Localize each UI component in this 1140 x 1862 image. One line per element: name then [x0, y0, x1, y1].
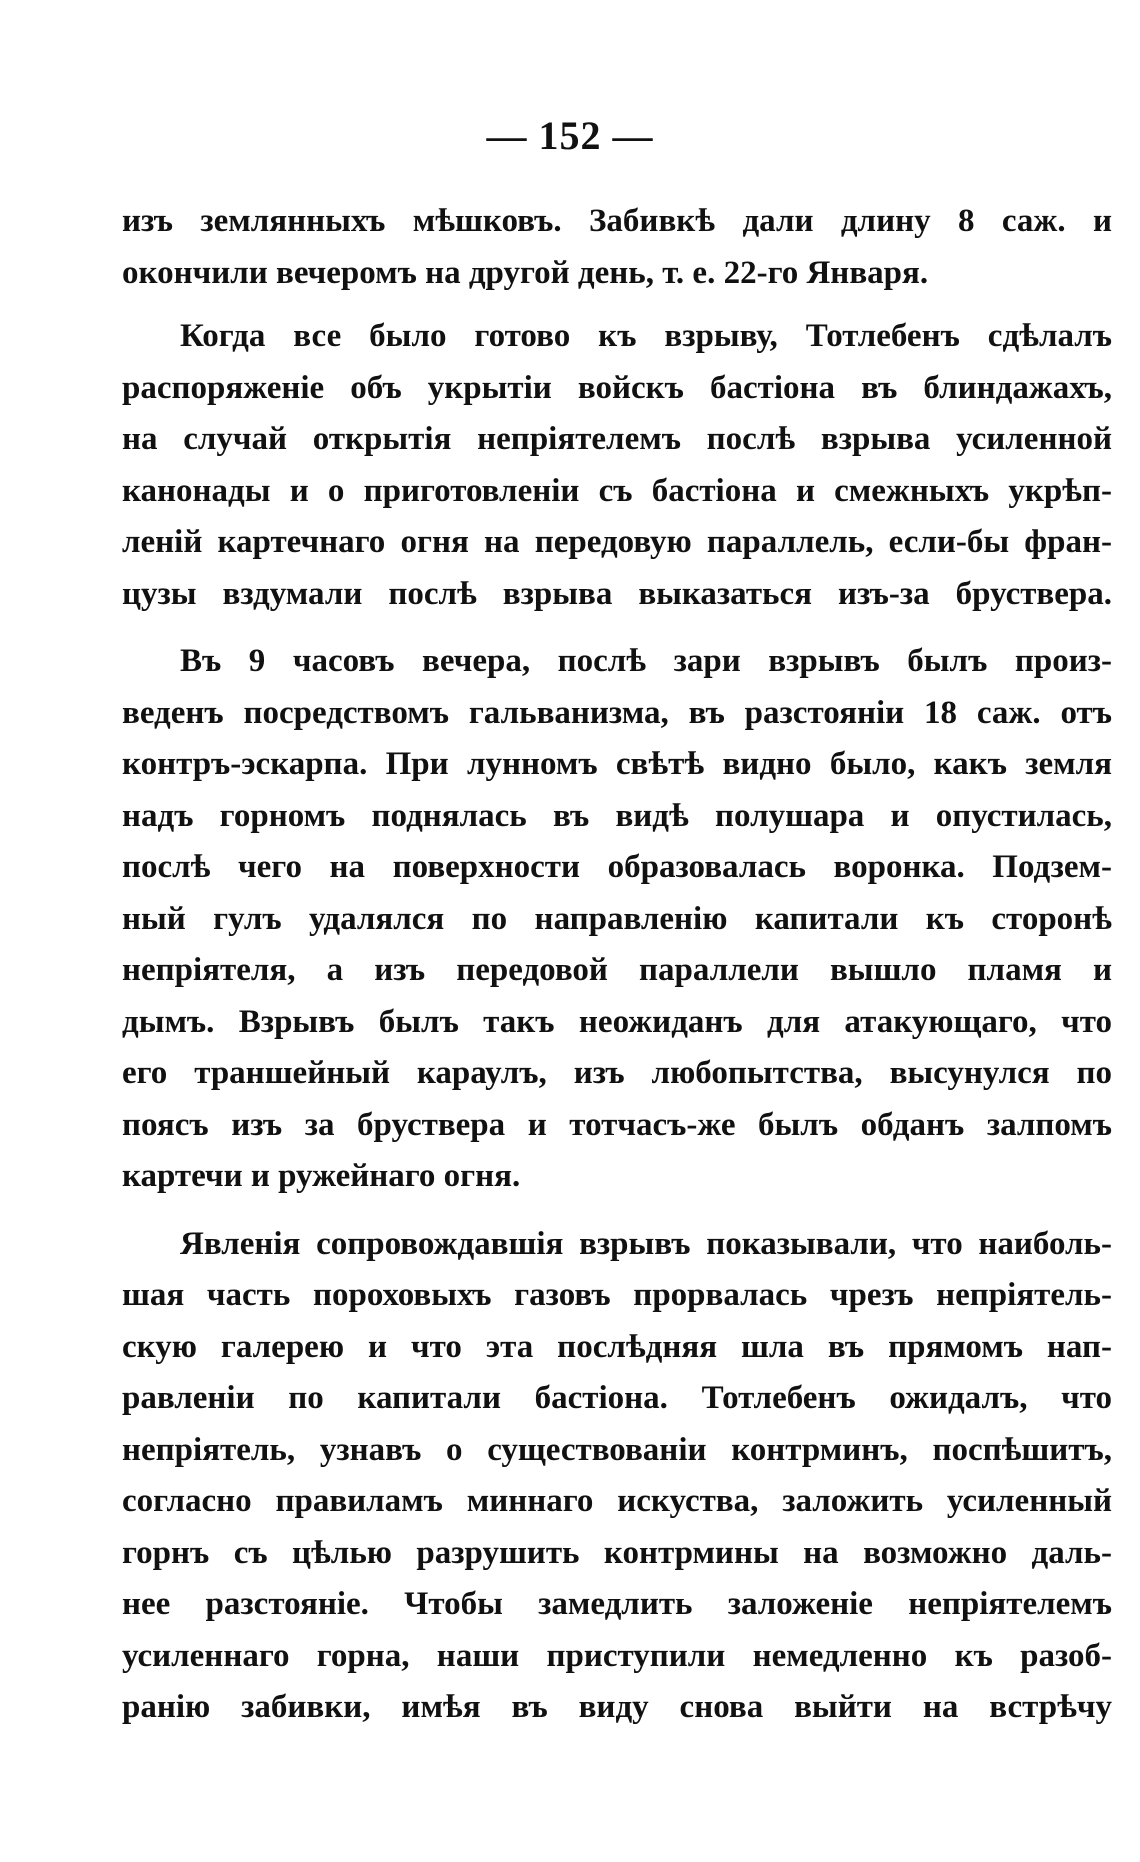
text-line: его траншейный караулъ, изъ любопытства, высунулся по — [122, 1055, 1112, 1091]
text-line: согласно правиламъ миннаго искуства, заложить усиленный — [122, 1483, 1112, 1519]
text-line: горнъ съ цѣлью разрушить контрмины на возможно даль- — [122, 1534, 1112, 1571]
page-number: — 152 — — [486, 113, 654, 158]
text-line: непріятель, узнавъ о существованіи контрминъ, поспѣшитъ, — [122, 1431, 1112, 1468]
text-line: на случай открытія непріятелемъ послѣ взрыва усиленной — [122, 421, 1112, 457]
text-line: Явленія сопровождавшія взрывъ показывали, что наиболь- — [180, 1225, 1112, 1262]
body-text — [122, 196, 1112, 1750]
paragraph-2 — [122, 311, 1112, 620]
text-line: цузы вздумали послѣ взрыва выказаться изъ-за бруствера. — [122, 575, 1112, 612]
text-line: равленіи по капитали бастіона. Тотлебенъ ожидалъ, что — [122, 1380, 1112, 1416]
text-line: ный гулъ удалялся по направленію капитали къ сторонѣ — [122, 900, 1112, 937]
text-line: распоряженіе объ укрытіи войскъ бастіона въ блиндажахъ, — [122, 369, 1112, 406]
text-line: леній картечнаго огня на передовую параллель, если-бы фран- — [122, 524, 1112, 560]
text-line: нее разстояніе. Чтобы замедлить заложеніе непріятелемъ — [122, 1586, 1112, 1622]
text-line: Въ 9 часовъ вечера, послѣ зари взрывъ былъ произ- — [180, 643, 1112, 679]
text-line: шая часть пороховыхъ газовъ прорвалась чрезъ непріятель- — [122, 1277, 1112, 1313]
text-line: контръ-эскарпа. При лунномъ свѣтѣ видно было, какъ земля — [122, 746, 1112, 782]
text-line: изъ землянныхъ мѣшковъ. Забивкѣ дали длину 8 саж. и — [122, 203, 1112, 239]
paragraph-4 — [122, 1219, 1112, 1734]
paragraph-3 — [122, 636, 1112, 1203]
text-line: дымъ. Взрывъ былъ такъ неожиданъ для атакующаго, что — [122, 1003, 1112, 1040]
text-line: послѣ чего на поверхности образовалась воронка. Подзем- — [122, 849, 1112, 885]
paragraph-1 — [122, 196, 1112, 299]
text-line: усиленнаго горна, наши приступили немедленно къ разоб- — [122, 1637, 1112, 1674]
text-line: ранію забивки, имѣя въ виду снова выйти на встрѣчу — [122, 1689, 1112, 1725]
text-line: канонады и о приготовленіи съ бастіона и смежныхъ укрѣп- — [122, 472, 1112, 509]
text-line: картечи и ружейнаго огня. — [122, 1158, 521, 1194]
text-line: окончили вечеромъ на другой день, т. е. 22-го Января. — [122, 254, 929, 291]
text-line: Когда все было готово къ взрыву, Тотлебенъ сдѣлалъ — [180, 318, 1112, 354]
text-line: скую галерею и что эта послѣдняя шла въ прямомъ нап- — [122, 1328, 1112, 1365]
text-line: непріятеля, а изъ передовой параллели вышло пламя и — [122, 952, 1112, 988]
text-line: надъ горномъ поднялась въ видѣ полушара и опустилась, — [122, 797, 1112, 834]
text-line: веденъ посредствомъ гальванизма, въ разстояніи 18 саж. отъ — [122, 694, 1112, 731]
text-line: поясъ изъ за бруствера и тотчасъ-же былъ обданъ залпомъ — [122, 1106, 1112, 1143]
